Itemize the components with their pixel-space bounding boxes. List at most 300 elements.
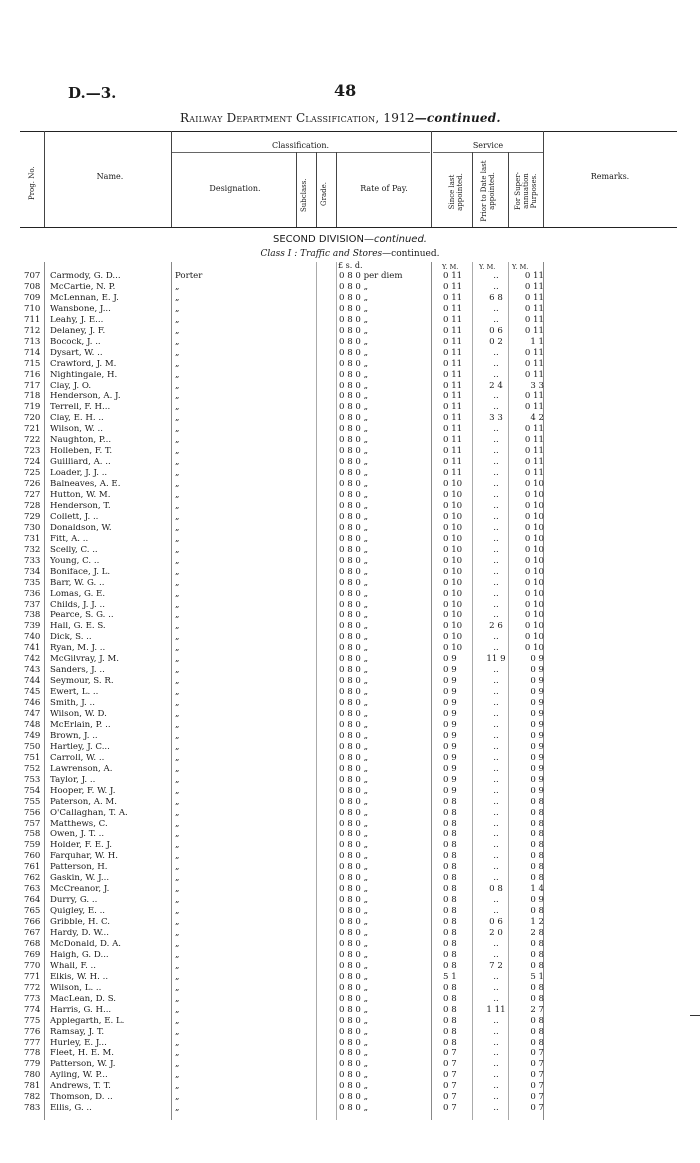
superannuation-cell: 0 9 <box>530 665 544 676</box>
since-last-cell: 0 10 <box>443 588 463 599</box>
name-cell: Lomas, G. E. <box>50 589 106 599</box>
col-divider <box>296 152 297 227</box>
rate-of-pay-header: Rate of Pay. <box>360 184 408 193</box>
rate-of-pay-cell: 0 8 0 „ <box>339 1015 369 1026</box>
since-last-cell: 0 8 <box>443 993 457 1004</box>
name-cell: Balneaves, A. E. <box>50 480 121 490</box>
rate-of-pay-cell: 0 8 0 per diem <box>339 271 403 281</box>
name-cell: Harris, G. H... <box>50 1005 112 1015</box>
designation-cell: „ <box>175 347 180 358</box>
prior-service-cell: .. <box>493 1026 499 1037</box>
prog-no-cell: 738 <box>24 610 41 621</box>
rate-of-pay-cell: 0 8 0 „ <box>339 490 369 500</box>
name-cell: Lawrenson, A. <box>50 764 113 774</box>
rate-of-pay-cell: 0 8 0 „ <box>339 588 369 599</box>
prog-no-cell: 752 <box>24 763 41 774</box>
rate-of-pay-cell: 0 8 0 „ <box>339 719 369 730</box>
prog-no-cell: 751 <box>24 752 41 763</box>
prog-no-cell: 778 <box>24 1048 41 1059</box>
name-cell: Hartley, J. C... <box>50 742 110 752</box>
since-last-cell: 5 1 <box>443 971 457 982</box>
table-row <box>0 283 700 293</box>
name-cell: Dysart, W. .. <box>50 348 103 358</box>
name-cell: Henderson, T. <box>50 501 111 511</box>
designation-cell: „ <box>175 982 180 993</box>
table-row <box>0 305 700 315</box>
prog-no-cell: 761 <box>24 862 41 873</box>
prog-no-cell: 739 <box>24 621 41 632</box>
prog-no-cell: 741 <box>24 643 41 654</box>
designation-cell: „ <box>175 895 180 906</box>
name-cell: Gribble, H. C. <box>50 918 110 928</box>
name-cell: Holder, F. E. J. <box>50 841 112 851</box>
prior-service-cell: .. <box>493 1059 499 1070</box>
table-row <box>0 546 700 556</box>
superannuation-cell: 0 10 <box>524 566 544 577</box>
rate-of-pay-cell: 0 8 0 „ <box>339 632 369 643</box>
superannuation-cell: 0 11 <box>524 281 544 292</box>
prog-no-cell: 747 <box>24 709 41 719</box>
designation-cell: „ <box>175 632 180 643</box>
document-code: D.—3. <box>68 84 117 102</box>
rate-of-pay-cell: 0 8 0 „ <box>339 391 369 402</box>
table-row <box>0 765 700 775</box>
name-cell: MacLean, D. S. <box>50 994 117 1004</box>
name-cell: Nightingale, H. <box>50 370 118 380</box>
since-last-cell: 0 9 <box>443 785 457 796</box>
designation-cell: „ <box>175 468 180 479</box>
table-row <box>0 995 700 1005</box>
name-cell: Hooper, F. W. J. <box>50 786 116 796</box>
designation-cell: „ <box>175 435 180 446</box>
table-row <box>0 349 700 359</box>
superannuation-cell: 0 11 <box>524 457 544 468</box>
superannuation-cell: 0 10 <box>524 533 544 544</box>
designation-cell: „ <box>175 490 180 500</box>
prog-no-cell: 740 <box>24 632 41 643</box>
page-title-suffix: —continued. <box>414 111 501 125</box>
prog-no-cell: 729 <box>24 511 41 522</box>
superannuation-cell: 0 8 <box>530 840 544 851</box>
prior-service-cell: .. <box>493 807 499 818</box>
designation-cell: „ <box>175 785 180 796</box>
name-cell: Loader, J. J. .. <box>50 469 108 479</box>
name-cell: Pearce, S. G. .. <box>50 611 114 621</box>
table-row <box>0 1104 700 1114</box>
superannuation-cell: 0 10 <box>524 643 544 654</box>
class-prefix: Class I : <box>260 249 301 259</box>
prior-service-cell: .. <box>493 785 499 796</box>
prior-service-cell: .. <box>493 435 499 446</box>
prior-service-cell: .. <box>493 500 499 511</box>
prior-service-cell: 0 8 <box>489 884 503 895</box>
table-row <box>0 863 700 873</box>
table-row <box>0 447 700 457</box>
since-last-cell: 0 9 <box>443 774 457 785</box>
designation-cell: „ <box>175 917 180 928</box>
rate-of-pay-cell: 0 8 0 „ <box>339 960 369 971</box>
rate-of-pay-cell: 0 8 0 „ <box>339 281 369 292</box>
superannuation-cell: 2 7 <box>530 1004 544 1015</box>
prior-service-cell: .. <box>493 479 499 490</box>
since-last-cell: 0 10 <box>443 599 463 610</box>
rate-of-pay-cell: 0 8 0 „ <box>339 774 369 785</box>
rate-of-pay-cell: 0 8 0 „ <box>339 709 369 719</box>
table-row <box>0 918 700 928</box>
rate-of-pay-cell: 0 8 0 „ <box>339 993 369 1004</box>
superannuation-cell: 0 11 <box>524 369 544 380</box>
prior-service-cell: .. <box>493 730 499 741</box>
designation-cell: „ <box>175 807 180 818</box>
prior-service-cell: 3 3 <box>489 413 503 424</box>
since-last-cell: 0 10 <box>443 632 463 643</box>
name-cell: Scelly, C. .. <box>50 545 98 555</box>
rate-of-pay-cell: 0 8 0 „ <box>339 1070 369 1081</box>
table-row <box>0 392 700 402</box>
designation-cell: „ <box>175 1092 180 1103</box>
superannuation-cell: 0 10 <box>524 632 544 643</box>
prior-service-cell: .. <box>493 424 499 435</box>
since-last-cell: 0 10 <box>443 621 463 632</box>
superannuation-cell: 0 11 <box>524 402 544 413</box>
designation-cell: „ <box>175 829 180 840</box>
table-row <box>0 338 700 348</box>
since-last-cell: 0 10 <box>443 610 463 621</box>
name-cell: Patterson, H. <box>50 863 108 873</box>
prior-service-cell: .. <box>493 533 499 544</box>
designation-cell: „ <box>175 380 180 391</box>
table-row <box>0 940 700 950</box>
table-row <box>0 820 700 830</box>
prog-no-cell: 750 <box>24 741 41 752</box>
rate-of-pay-cell: 0 8 0 „ <box>339 785 369 796</box>
table-row <box>0 535 700 545</box>
prior-service-cell: .. <box>493 1015 499 1026</box>
name-cell: Ellis, G. .. <box>50 1104 92 1114</box>
name-cell: Childs, J. J. .. <box>50 600 105 610</box>
since-last-cell: 0 10 <box>443 566 463 577</box>
name-cell: Carmody, G. D... <box>50 272 121 281</box>
name-cell: Wansbone, J... <box>50 304 111 314</box>
table-row <box>0 677 700 687</box>
table-row <box>0 371 700 381</box>
prog-no-cell: 758 <box>24 829 41 840</box>
designation-cell: „ <box>175 566 180 577</box>
since-last-cell: 0 11 <box>443 336 463 347</box>
prior-service-cell: .. <box>493 468 499 479</box>
prog-no-cell: 782 <box>24 1092 41 1103</box>
table-row <box>0 1006 700 1016</box>
prior-service-cell: .. <box>493 763 499 774</box>
table-top-rule <box>20 131 677 132</box>
table-row <box>0 644 700 654</box>
prior-service-cell: 0 6 <box>489 325 503 336</box>
prog-no-cell: 710 <box>24 303 41 314</box>
section-title <box>0 234 700 245</box>
superannuation-cell: 0 10 <box>524 577 544 588</box>
rate-of-pay-cell: 0 8 0 „ <box>339 807 369 818</box>
prior-service-cell: .. <box>493 665 499 676</box>
table-row <box>0 568 700 578</box>
superannuation-cell: 0 10 <box>524 490 544 500</box>
rate-of-pay-cell: 0 8 0 „ <box>339 643 369 654</box>
prior-service-cell: .. <box>493 599 499 610</box>
table-row <box>0 502 700 512</box>
designation-cell: „ <box>175 730 180 741</box>
superannuation-cell: 0 11 <box>524 391 544 402</box>
prior-service-cell: .. <box>493 1081 499 1092</box>
grade-header: Grade. <box>320 182 328 206</box>
designation-cell: „ <box>175 796 180 807</box>
prog-no-cell: 774 <box>24 1004 41 1015</box>
prog-no-cell: 734 <box>24 566 41 577</box>
prog-no-cell: 722 <box>24 435 41 446</box>
rate-of-pay-cell: 0 8 0 „ <box>339 665 369 676</box>
col-divider <box>431 131 432 227</box>
prog-no-cell: 773 <box>24 993 41 1004</box>
designation-cell: „ <box>175 862 180 873</box>
name-cell: O'Callaghan, T. A. <box>50 808 128 818</box>
designation-cell: „ <box>175 1070 180 1081</box>
prog-no-cell: 717 <box>24 380 41 391</box>
superannuation-cell: 1 1 <box>530 336 544 347</box>
prior-service-cell: .. <box>493 358 499 369</box>
since-last-cell: 0 8 <box>443 949 457 960</box>
table-row <box>0 787 700 797</box>
prog-no-cell: 716 <box>24 369 41 380</box>
rate-of-pay-cell: 0 8 0 „ <box>339 1081 369 1092</box>
superannuation-cell: 0 8 <box>530 818 544 829</box>
superannuation-cell: 0 7 <box>530 1070 544 1081</box>
table-row <box>0 1093 700 1103</box>
prior-service-cell: .. <box>493 577 499 588</box>
since-last-cell: 0 8 <box>443 982 457 993</box>
name-cell: Elkis, W. H. .. <box>50 972 109 982</box>
prog-no-cell: 742 <box>24 654 41 665</box>
col-divider <box>44 131 45 227</box>
prior-service-cell: .. <box>493 555 499 566</box>
prior-service-cell: .. <box>493 588 499 599</box>
superannuation-cell: 0 10 <box>524 599 544 610</box>
designation-cell: „ <box>175 741 180 752</box>
prog-no-cell: 737 <box>24 599 41 610</box>
designation-cell: „ <box>175 358 180 369</box>
designation-cell: „ <box>175 949 180 960</box>
since-last-cell: 0 8 <box>443 796 457 807</box>
name-cell: Hurley, E. J... <box>50 1038 107 1048</box>
col-divider <box>316 152 317 227</box>
superannuation-cell: 0 11 <box>524 303 544 314</box>
prog-no-cell: 709 <box>24 292 41 303</box>
rate-of-pay-cell: 0 8 0 „ <box>339 457 369 468</box>
prior-service-cell: .. <box>493 676 499 687</box>
since-last-cell: 0 11 <box>443 380 463 391</box>
name-cell: Hutton, W. M. <box>50 491 111 500</box>
since-last-cell: 0 10 <box>443 490 463 500</box>
table-row <box>0 852 700 862</box>
superannuation-cell: 0 9 <box>530 709 544 719</box>
service-units-3: Y. M. <box>512 263 529 271</box>
prog-no-cell: 764 <box>24 895 41 906</box>
designation-cell: „ <box>175 884 180 895</box>
superannuation-cell: 0 10 <box>524 511 544 522</box>
prog-no-cell: 772 <box>24 982 41 993</box>
since-last-cell: 0 11 <box>443 413 463 424</box>
prior-service-cell: .. <box>493 971 499 982</box>
prior-service-cell: .. <box>493 687 499 698</box>
superannuation-cell: 1 4 <box>530 884 544 895</box>
rate-of-pay-cell: 0 8 0 „ <box>339 369 369 380</box>
table-row <box>0 688 700 698</box>
table-row <box>0 327 700 337</box>
superannuation-cell: 0 10 <box>524 610 544 621</box>
since-last-cell: 0 8 <box>443 840 457 851</box>
table-row <box>0 666 700 676</box>
name-cell: Dick, S. .. <box>50 633 92 643</box>
prog-no-cell: 775 <box>24 1015 41 1026</box>
superannuation-cell: 0 8 <box>530 851 544 862</box>
prior-service-cell: .. <box>493 982 499 993</box>
designation-cell: „ <box>175 500 180 511</box>
prog-no-cell: 708 <box>24 281 41 292</box>
superannuation-cell: 0 9 <box>530 687 544 698</box>
table-row <box>0 524 700 534</box>
prog-no-cell: 781 <box>24 1081 41 1092</box>
table-row <box>0 403 700 413</box>
designation-cell: „ <box>175 588 180 599</box>
table-row <box>0 655 700 665</box>
since-last-cell: 0 8 <box>443 938 457 949</box>
superannuation-cell: 4 2 <box>530 413 544 424</box>
table-row <box>0 469 700 479</box>
name-cell: Wilson, L. .. <box>50 983 102 993</box>
prog-no-cell: 727 <box>24 490 41 500</box>
rate-of-pay-cell: 0 8 0 „ <box>339 511 369 522</box>
rate-of-pay-cell: 0 8 0 „ <box>339 577 369 588</box>
prior-service-cell: 1 11 <box>486 1004 506 1015</box>
since-last-cell: 0 11 <box>443 369 463 380</box>
prior-service-cell: .. <box>493 752 499 763</box>
rate-of-pay-cell: 0 8 0 „ <box>339 446 369 457</box>
name-cell: Clay, J. O. <box>50 381 92 391</box>
since-last-cell: 0 11 <box>443 281 463 292</box>
name-cell: Barr, W. G. .. <box>50 578 105 588</box>
since-last-cell: 0 10 <box>443 522 463 533</box>
designation-cell: „ <box>175 577 180 588</box>
prior-service-cell: .. <box>493 938 499 949</box>
superannuation-cell: 0 11 <box>524 325 544 336</box>
table-row <box>0 885 700 895</box>
since-last-cell: 0 11 <box>443 435 463 446</box>
since-last-cell: 0 7 <box>443 1070 457 1081</box>
superannuation-header: For Super-annuation Purposes. <box>514 172 538 210</box>
prog-no-cell: 746 <box>24 698 41 709</box>
since-last-cell: 0 9 <box>443 741 457 752</box>
name-cell: Bocock, J. .. <box>50 337 101 347</box>
table-row <box>0 984 700 994</box>
designation-cell: „ <box>175 1048 180 1059</box>
name-cell: Boniface, J. L. <box>50 567 111 577</box>
designation-cell: „ <box>175 446 180 457</box>
table-row <box>0 622 700 632</box>
name-cell: McGilvray, J. M. <box>50 655 120 665</box>
superannuation-cell: 0 9 <box>530 676 544 687</box>
table-row <box>0 513 700 523</box>
superannuation-cell: 0 8 <box>530 1037 544 1048</box>
name-cell: Gaskin, W. J... <box>50 874 110 884</box>
designation-cell: „ <box>175 1059 180 1070</box>
prior-service-cell: .. <box>493 829 499 840</box>
rate-of-pay-cell: 0 8 0 „ <box>339 402 369 413</box>
rate-of-pay-cell: 0 8 0 „ <box>339 1103 369 1114</box>
rate-of-pay-cell: 0 8 0 „ <box>339 413 369 424</box>
superannuation-cell: 0 8 <box>530 906 544 917</box>
table-row <box>0 611 700 621</box>
table-row <box>0 458 700 468</box>
prior-service-cell: .. <box>493 566 499 577</box>
table-row <box>0 1060 700 1070</box>
since-last-cell: 0 11 <box>443 292 463 303</box>
since-last-cell: 0 8 <box>443 807 457 818</box>
designation-cell: „ <box>175 763 180 774</box>
prior-service-cell: .. <box>493 271 499 281</box>
table-row <box>0 316 700 326</box>
designation-cell: „ <box>175 303 180 314</box>
superannuation-cell: 0 11 <box>524 424 544 435</box>
prior-service-cell: .. <box>493 818 499 829</box>
since-last-cell: 0 7 <box>443 1081 457 1092</box>
superannuation-cell: 0 8 <box>530 949 544 960</box>
designation-cell: „ <box>175 610 180 621</box>
table-row <box>0 809 700 819</box>
service-subrule <box>433 152 543 153</box>
rate-of-pay-cell: 0 8 0 „ <box>339 796 369 807</box>
prior-service-cell: .. <box>493 741 499 752</box>
rate-of-pay-cell: 0 8 0 „ <box>339 610 369 621</box>
designation-cell: „ <box>175 1026 180 1037</box>
table-row <box>0 414 700 424</box>
prog-no-cell: 756 <box>24 807 41 818</box>
table-row <box>0 929 700 939</box>
superannuation-cell: 0 8 <box>530 982 544 993</box>
superannuation-cell: 1 2 <box>530 917 544 928</box>
designation-cell: „ <box>175 906 180 917</box>
since-last-cell: 0 9 <box>443 709 457 719</box>
name-cell: Hardy, D. W... <box>50 929 109 938</box>
since-last-cell: 0 8 <box>443 895 457 906</box>
prior-service-cell: .. <box>493 544 499 555</box>
table-row <box>0 601 700 611</box>
prior-service-cell: .. <box>493 906 499 917</box>
prog-no-cell: 770 <box>24 960 41 971</box>
rate-of-pay-cell: 0 8 0 „ <box>339 884 369 895</box>
prog-no-cell: 728 <box>24 500 41 511</box>
rate-of-pay-cell: 0 8 0 „ <box>339 599 369 610</box>
superannuation-cell: 0 8 <box>530 862 544 873</box>
prog-no-cell: 780 <box>24 1070 41 1081</box>
page-number: 48 <box>334 81 357 100</box>
prior-service-cell: .. <box>493 840 499 851</box>
since-last-cell: 0 8 <box>443 906 457 917</box>
rate-of-pay-cell: 0 8 0 „ <box>339 555 369 566</box>
col-divider <box>336 152 337 227</box>
superannuation-cell: 0 8 <box>530 873 544 884</box>
name-cell: McDonald, D. A. <box>50 939 122 949</box>
designation-cell: „ <box>175 479 180 490</box>
superannuation-cell: 0 11 <box>524 347 544 358</box>
name-cell: Applegarth, E. L. <box>50 1016 125 1026</box>
designation-cell: „ <box>175 533 180 544</box>
